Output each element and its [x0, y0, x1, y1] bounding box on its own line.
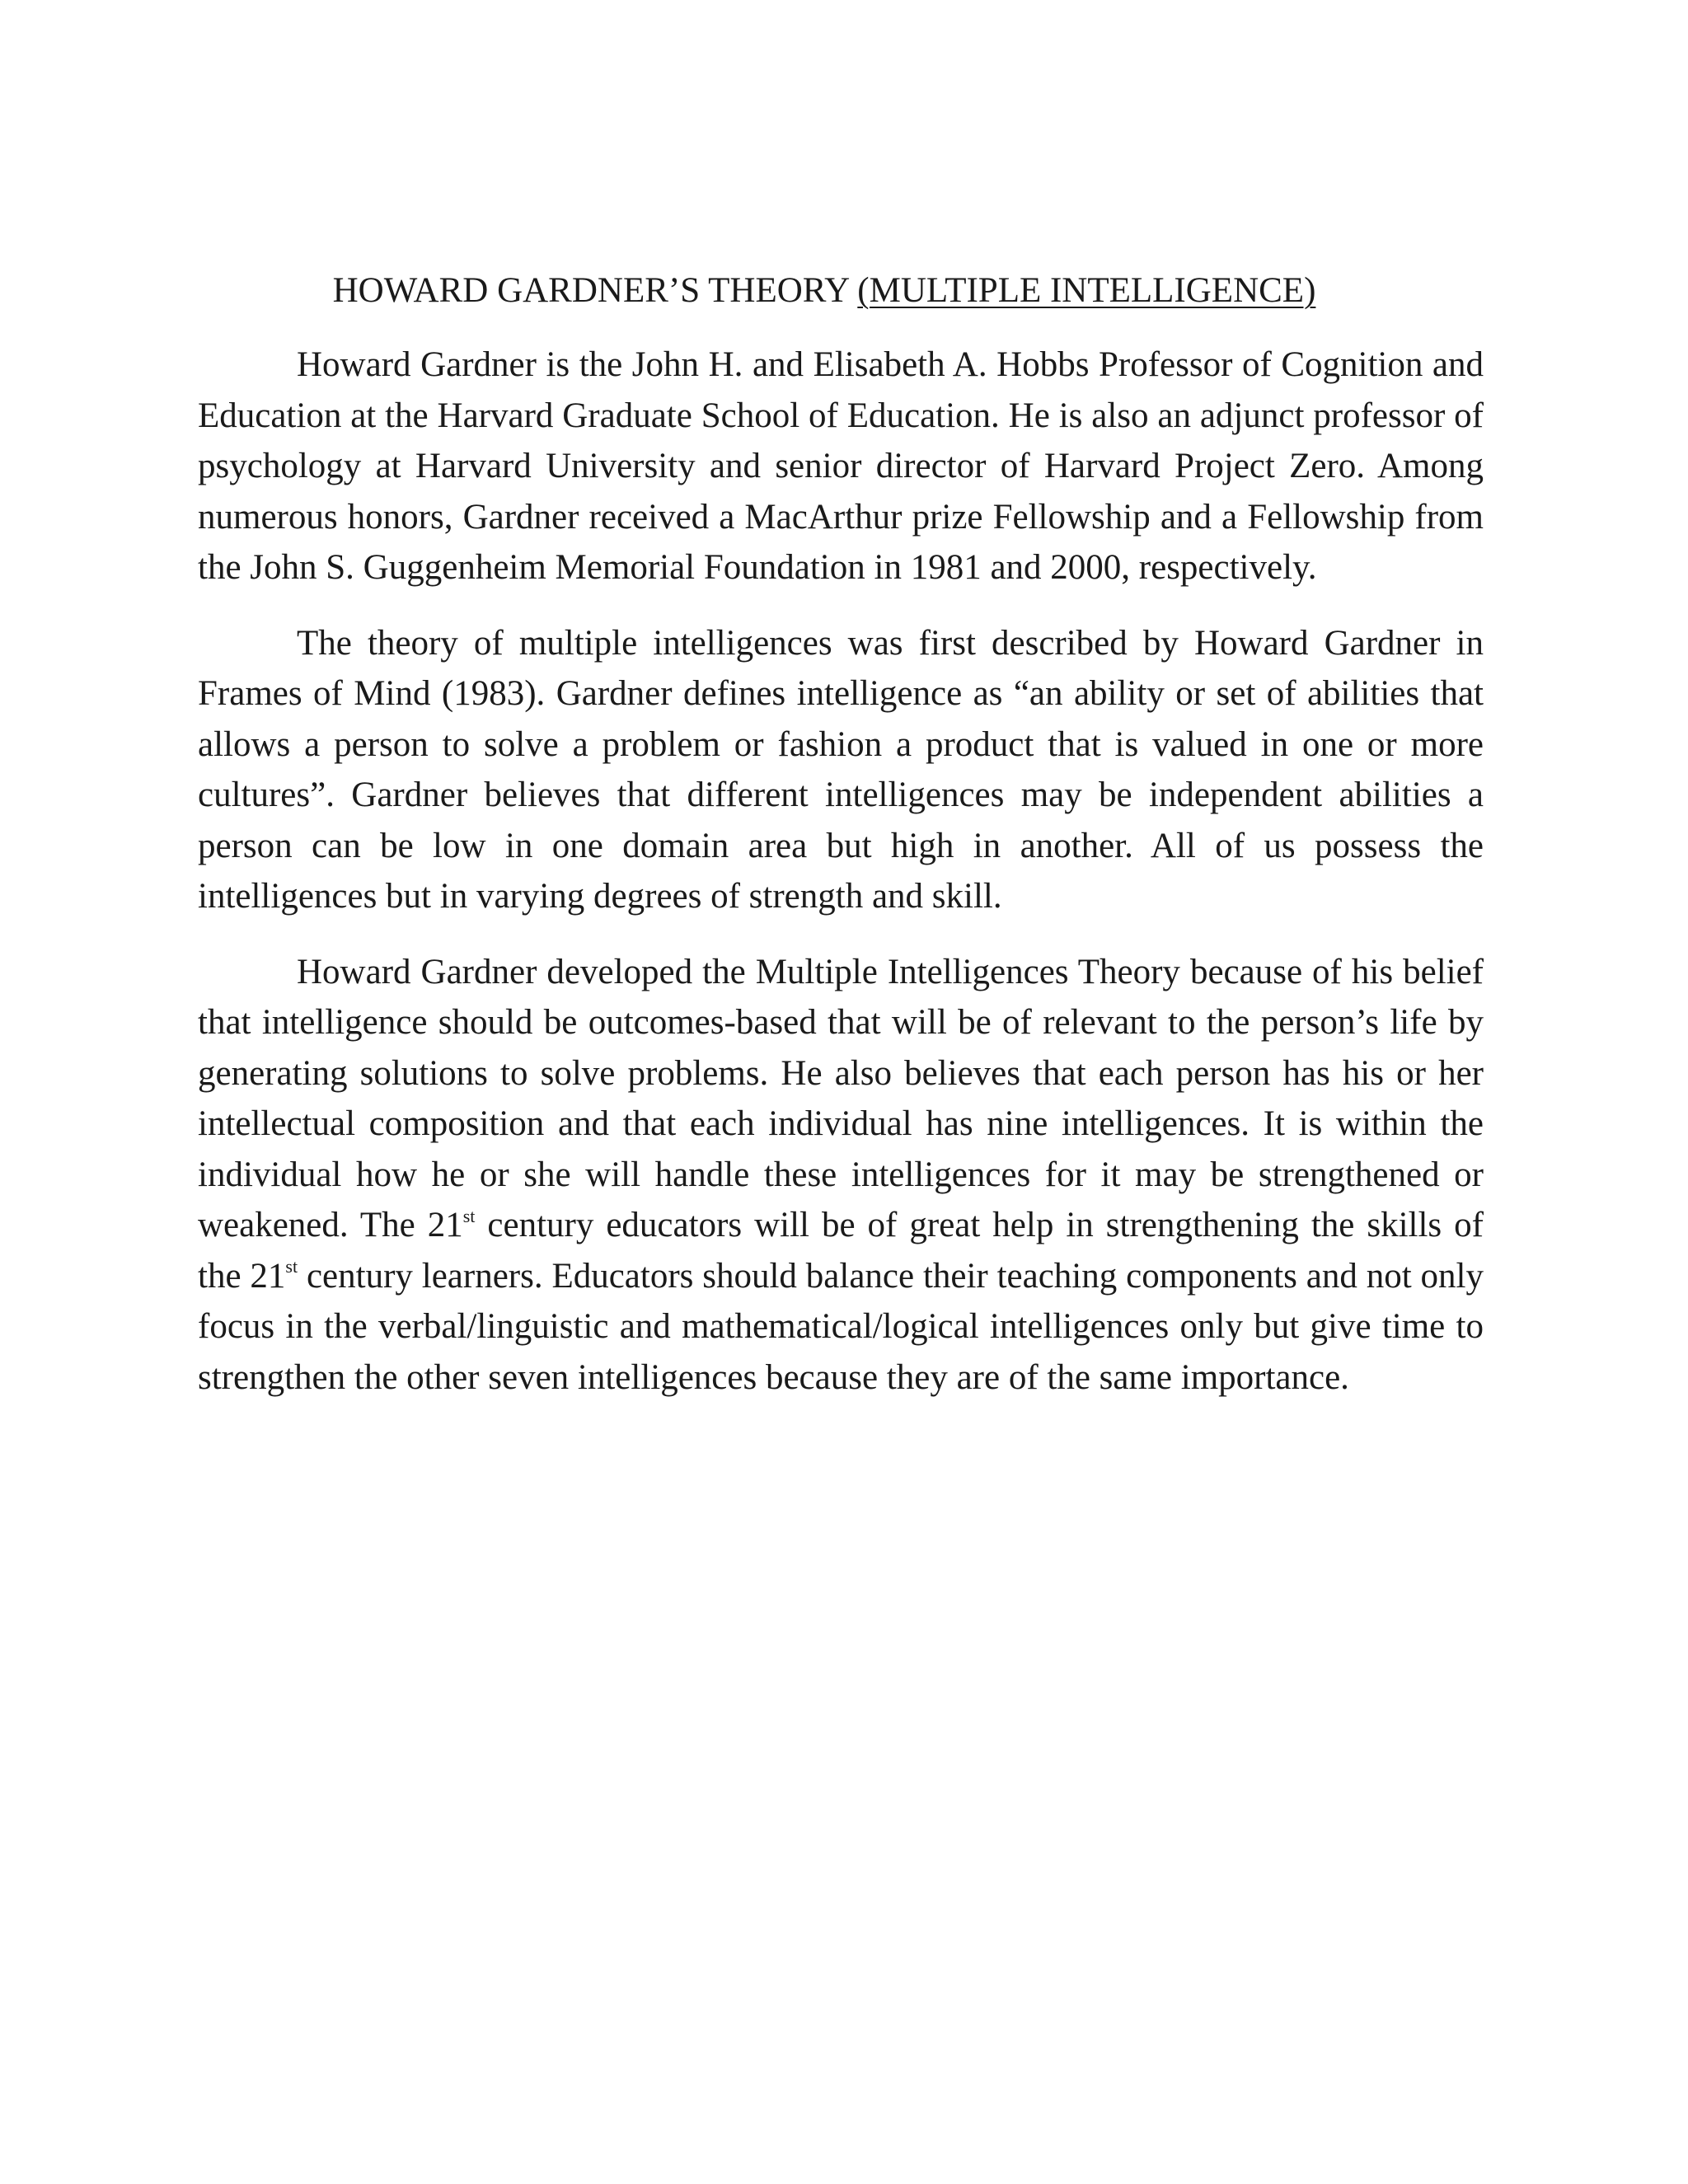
document-body: [198, 265, 1484, 1427]
title-main: HOWARD GARDNER’S THEORY: [332, 271, 849, 310]
paragraph3-part2: century educators will be of great help in strengthening the skills of the 21: [198, 1206, 1484, 1296]
paragraph3-part3: century learners. Educators should balance their teaching components and not only focus in the verbal/linguistic and mathematical/logical intelligences only but give time to strengthen the other seven intelligences because they are of the same importance.: [198, 1256, 1484, 1397]
document-title: [198, 265, 1484, 316]
paragraph3-part1: Howard Gardner developed the Multiple Intelligences Theory because of his belief that intelligence should be outcomes-based that will be of relevant to the person’s life by generating solutions to solve problems. He also believes that each person has his or her intellectual composition and that each individual has nine intelligences. It is within the individual how he or she will handle these intelligences for it may be strengthened or weakened. The 21: [198, 952, 1484, 1244]
superscript-st-1: st: [462, 1205, 476, 1226]
title-subtitle: (MULTIPLE INTELLIGENCE): [857, 271, 1316, 310]
superscript-st-2: st: [285, 1256, 298, 1277]
paragraph-gardner-bio: Howard Gardner is the John H. and Elisabeth A. Hobbs Professor of Cognition and Education at the Harvard Graduate School of Education. He is also an adjunct professor of psychology at Harvard University and senior director of Harvard Project Zero. Among numerous honors, Gardner received a MacArthur prize Fellowship and a Fellowship from the John S. Guggenheim Memorial Foundation in 1981 and 2000, respectively.: [198, 345, 1484, 587]
paragraph-theory-rationale: [198, 947, 1484, 1404]
paragraph-theory-definition: The theory of multiple intelligences was first described by Howard Gardner in Frames of Mind (1983). Gardner defines intelligence as “an ability or set of abilities that allows a person to solve a problem or fashion a product that is valued in one or more cultures”. Gardner believes that different intelligences may be independent abilities a person can be low in one domain area but high in another. All of us possess the intelligences but in varying degrees of strength and skill.: [198, 623, 1484, 916]
